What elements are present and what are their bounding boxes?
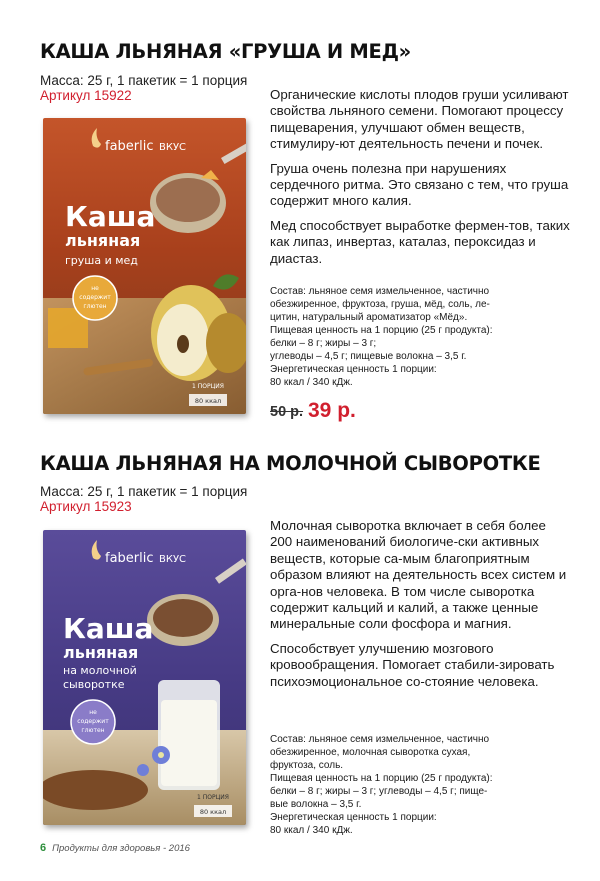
product2-composition-line: Состав: льняное семя измельченное, частично	[270, 734, 490, 745]
pack1-name-line2: льняная	[65, 231, 141, 250]
pack1-brand: faberlic	[105, 139, 154, 154]
product1-package-image	[43, 118, 246, 414]
pack2-name-line2: льняная	[63, 643, 139, 662]
pack1-portion: 1 ПОРЦИЯ	[192, 383, 224, 390]
product1-desc-para: Груша очень полезна при нарушениях сердечного ритма. Это связано с тем, что груша содержит много калия.	[270, 160, 569, 209]
pack1-brand-suffix: ВКУС	[159, 142, 187, 153]
product2-composition	[270, 733, 570, 837]
pack2-badge-line3: глютен	[81, 727, 105, 734]
pack1-badge-line1: не	[91, 285, 99, 292]
product1-composition-line: цитин, натуральный ароматизатор «Мёд».	[270, 312, 468, 323]
product1-title: КАША ЛЬНЯНАЯ «ГРУША И МЕД»	[40, 40, 411, 63]
product2-title: КАША ЛЬНЯНАЯ НА МОЛОЧНОЙ СЫВОРОТКЕ	[40, 452, 541, 475]
product2-composition-line: белки – 8 г; жиры – 3 г; углеводы – 4,5 г; пище-	[270, 786, 488, 797]
pack2-flavor-line1: на молочной	[63, 664, 137, 677]
product1-description	[270, 87, 570, 275]
product1-composition-line: обезжиренное, фруктоза, груша, мёд, соль, ле-	[270, 299, 490, 310]
pack1-name-line1: Каша	[65, 200, 156, 233]
product1-composition-line: Пищевая ценность на 1 порцию (25 г продукта):	[270, 325, 493, 336]
product1-composition-line: белки – 8 г; жиры – 3 г;	[270, 338, 377, 349]
pack2-badge-line2: содержит	[77, 718, 109, 725]
pack2-badge-line1: не	[89, 709, 97, 716]
product1-price-old: 50 р.	[270, 404, 304, 420]
product2-desc-para: Молочная сыворотка включает в себя более 200 наименований биологиче-ски активных веществ, которые са-мым благоприятным образом влияют на деятельность всех систем и орга-нов человека. В том числе сыворотка содержит кальций и калий, а также ценные минеральные соли фосфора и магния.	[270, 518, 567, 632]
product1-desc-para: Органические кислоты плодов груши усиливают свойства льняного семени. Помогают процессу пищеварения, улучшают обмен веществ, стимулиру-ют деятельность печени и почек.	[270, 87, 569, 152]
product1-composition-line: углеводы – 4,5 г; пищевые волокна – 3,5 г.	[270, 351, 467, 362]
pack2-flavor-line2: сыворотке	[63, 678, 125, 691]
product2-composition-line: Пищевая ценность на 1 порцию (25 г продукта):	[270, 773, 493, 784]
product1-sku: Артикул 15922	[40, 88, 132, 103]
pack1-badge-line2: содержит	[79, 294, 111, 301]
product2-composition-line: обезжиренное, молочная сыворотка сухая,	[270, 747, 471, 758]
product1-price-new: 39 р.	[308, 399, 356, 422]
page-footer	[40, 842, 190, 854]
pack2-brand-suffix: ВКУС	[159, 554, 187, 565]
product1-composition-line: Энергетическая ценность 1 порции:	[270, 364, 437, 375]
product1-composition-line: 80 ккал / 340 кДж.	[270, 377, 353, 388]
footer-text: Продукты для здоровья - 2016	[52, 843, 190, 854]
pack2-brand: faberlic	[105, 551, 154, 566]
product1-desc-para: Мед способствует выработке фермен-тов, таких как липаз, инвертаз, каталаз, пероксидаз и диастаз.	[270, 217, 570, 266]
pack1-flavor: груша и мед	[65, 254, 138, 267]
product2-desc-para: Способствует улучшению мозгового кровообращения. Помогает стабили-зировать психоэмоциональное со-стояние человека.	[270, 640, 555, 689]
pack1-badge-line3: глютен	[83, 303, 107, 310]
product1-composition	[270, 285, 570, 389]
product2-package-image	[43, 530, 246, 825]
pack2-kcal: 80 ккал	[199, 808, 227, 816]
page-number: 6	[40, 842, 47, 854]
product1-mass: Масса: 25 г, 1 пакетик = 1 порция	[40, 73, 248, 88]
pack2-name-line1: Каша	[63, 612, 154, 645]
product2-composition-line: вые волокна – 3,5 г.	[270, 799, 362, 810]
product2-mass: Масса: 25 г, 1 пакетик = 1 порция	[40, 484, 248, 499]
product2-composition-line: 80 ккал / 340 кДж.	[270, 825, 353, 836]
pack2-portion: 1 ПОРЦИЯ	[197, 794, 229, 801]
product2-composition-line: Энергетическая ценность 1 порции:	[270, 812, 437, 823]
product2-sku: Артикул 15923	[40, 499, 132, 514]
product2-description	[270, 518, 570, 698]
pack1-kcal: 80 ккал	[194, 397, 222, 405]
product2-composition-line: фруктоза, соль.	[270, 760, 344, 771]
product1-composition-line: Состав: льняное семя измельченное, частично	[270, 286, 490, 297]
